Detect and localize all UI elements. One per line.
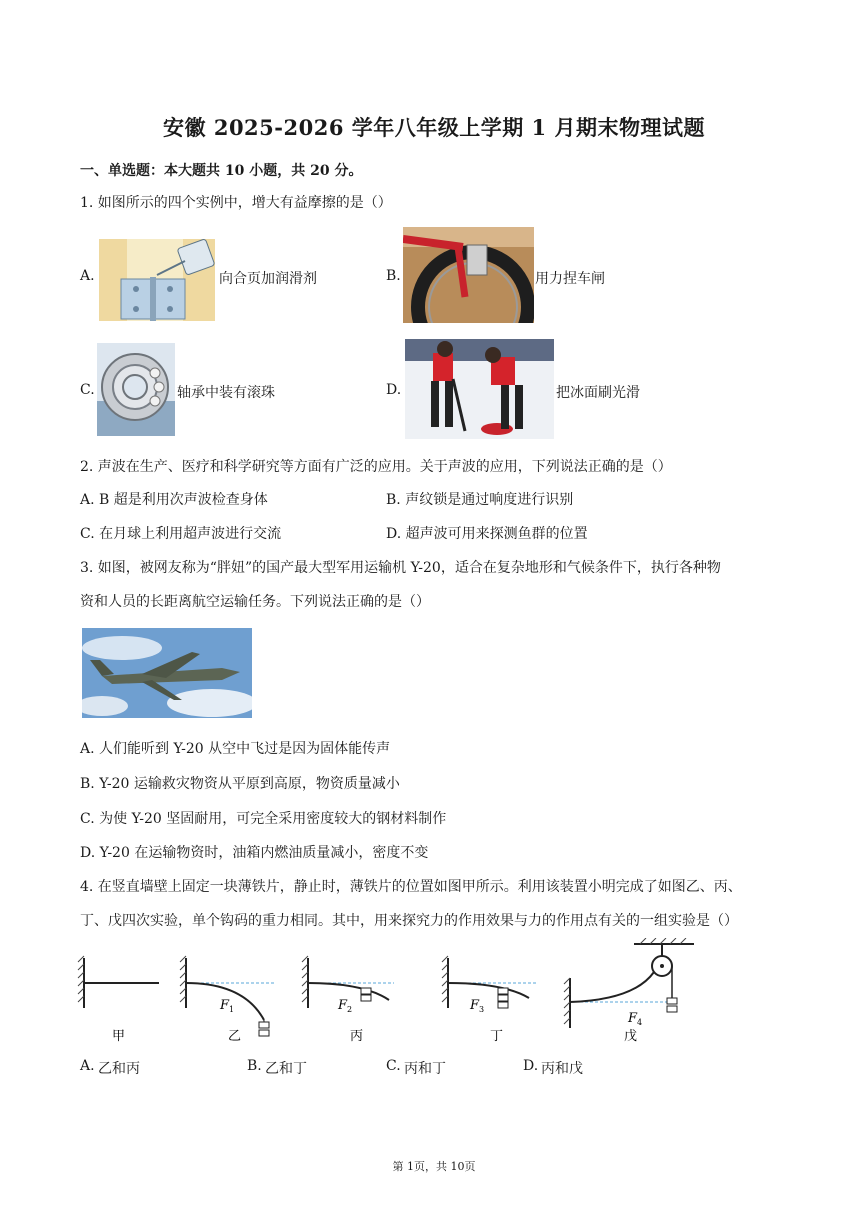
force-label-3: F xyxy=(470,998,480,1013)
q3-option-c: C. 为使 Y-20 坚固耐用，可完全采用密度较大的钢材料制作 xyxy=(80,811,447,827)
q2-stem: 2. 声波在生产、医疗和科学研究等方面有广泛的应用。关于声波的应用，下列说法正确的是（） xyxy=(80,459,672,475)
y20-aircraft-image xyxy=(82,628,252,718)
q1-option-a-letter: A. xyxy=(80,268,95,284)
q4-stem-line2: 丁、戊四次实验，单个钩码的重力相同。其中，用来探究力的作用效果与力的作用点有关的一组实验是（） xyxy=(80,913,738,929)
q3-option-b: B. Y-20 运输救灾物资从平原到高原，物资质量减小 xyxy=(80,776,400,792)
force-subscript-1: 1 xyxy=(229,1005,235,1014)
q1-option-c-text: 轴承中装有滚珠 xyxy=(177,385,275,401)
setup-jia xyxy=(78,956,159,1008)
q4-option-a-letter: A. xyxy=(80,1058,95,1074)
figure-label-yi: 乙 xyxy=(228,1029,242,1044)
bicycle-brake-image xyxy=(403,227,534,323)
q2-option-c: C. 在月球上利用超声波进行交流 xyxy=(80,526,282,542)
q2-option-a: A. B 超是利用次声波检查身体 xyxy=(80,492,268,508)
page-footer: 第 1页，共 10页 xyxy=(392,1160,476,1173)
q3-option-a: A. 人们能听到 Y-20 从空中飞过是因为固体能传声 xyxy=(80,741,391,757)
q4-option-b-letter: B. xyxy=(247,1058,262,1074)
q4-experiment-svg xyxy=(74,938,694,1050)
force-label-2: F xyxy=(338,998,348,1013)
hinge-lubricant-image xyxy=(99,239,215,321)
force-subscript-2: 2 xyxy=(347,1005,353,1014)
q1-option-d-text: 把冰面刷光滑 xyxy=(556,385,640,401)
q4-experiment-figure xyxy=(74,938,694,1050)
q4-option-c-text: 丙和丁 xyxy=(404,1061,446,1077)
setup-yi xyxy=(180,956,274,1036)
q1-option-a-text: 向合页加润滑剂 xyxy=(219,271,317,287)
q1-stem: 1. 如图所示的四个实例中，增大有益摩擦的是（） xyxy=(80,195,392,211)
ball-bearing-image xyxy=(97,343,175,436)
q4-option-d-text: 丙和戊 xyxy=(541,1061,583,1077)
setup-bing xyxy=(302,956,394,1008)
q1-option-c-letter: C. xyxy=(80,382,95,398)
curling-sweep-image xyxy=(405,339,554,439)
figure-label-jia: 甲 xyxy=(112,1029,126,1044)
figure-label-ding: 丁 xyxy=(490,1029,504,1044)
force-subscript-3: 3 xyxy=(479,1005,485,1014)
q3-option-d: D. Y-20 在运输物资时，油箱内燃油质量减小，密度不变 xyxy=(80,845,429,861)
q4-option-c-letter: C. xyxy=(386,1058,401,1074)
q3-stem-line2: 资和人员的长距离航空运输任务。下列说法正确的是（） xyxy=(80,594,430,610)
q1-option-b-text: 用力捏车闸 xyxy=(535,271,605,287)
force-label-1: F xyxy=(220,998,230,1013)
figure-label-bing: 丙 xyxy=(350,1029,364,1044)
q4-option-a-text: 乙和丙 xyxy=(98,1061,140,1077)
q4-option-d-letter: D. xyxy=(523,1058,539,1074)
force-label-4: F xyxy=(628,1011,638,1026)
q1-option-d-letter: D. xyxy=(386,382,402,398)
q2-option-d: D. 超声波可用来探测鱼群的位置 xyxy=(386,526,588,542)
q4-stem-line1: 4. 在竖直墙壁上固定一块薄铁片，静止时，薄铁片的位置如图甲所示。利用该装置小明完成了如图乙、丙、 xyxy=(80,879,742,895)
figure-label-wu: 戊 xyxy=(624,1029,638,1044)
q2-option-b: B. 声纹锁是通过响度进行识别 xyxy=(386,492,574,508)
q1-option-b-letter: B. xyxy=(386,268,401,284)
setup-ding xyxy=(442,956,536,1008)
force-subscript-4: 4 xyxy=(637,1018,643,1027)
section-heading: 一、单选题：本大题共 10 小题，共 20 分。 xyxy=(80,163,363,179)
q4-option-b-text: 乙和丁 xyxy=(265,1061,307,1077)
q3-stem-line1: 3. 如图，被网友称为“胖妞”的国产最大型军用运输机 Y-20，适合在复杂地形和气候条件下，执行各种物 xyxy=(80,560,721,576)
page-title: 安徽 2025-2026 学年八年级上学期 1 月期末物理试题 xyxy=(163,115,705,140)
